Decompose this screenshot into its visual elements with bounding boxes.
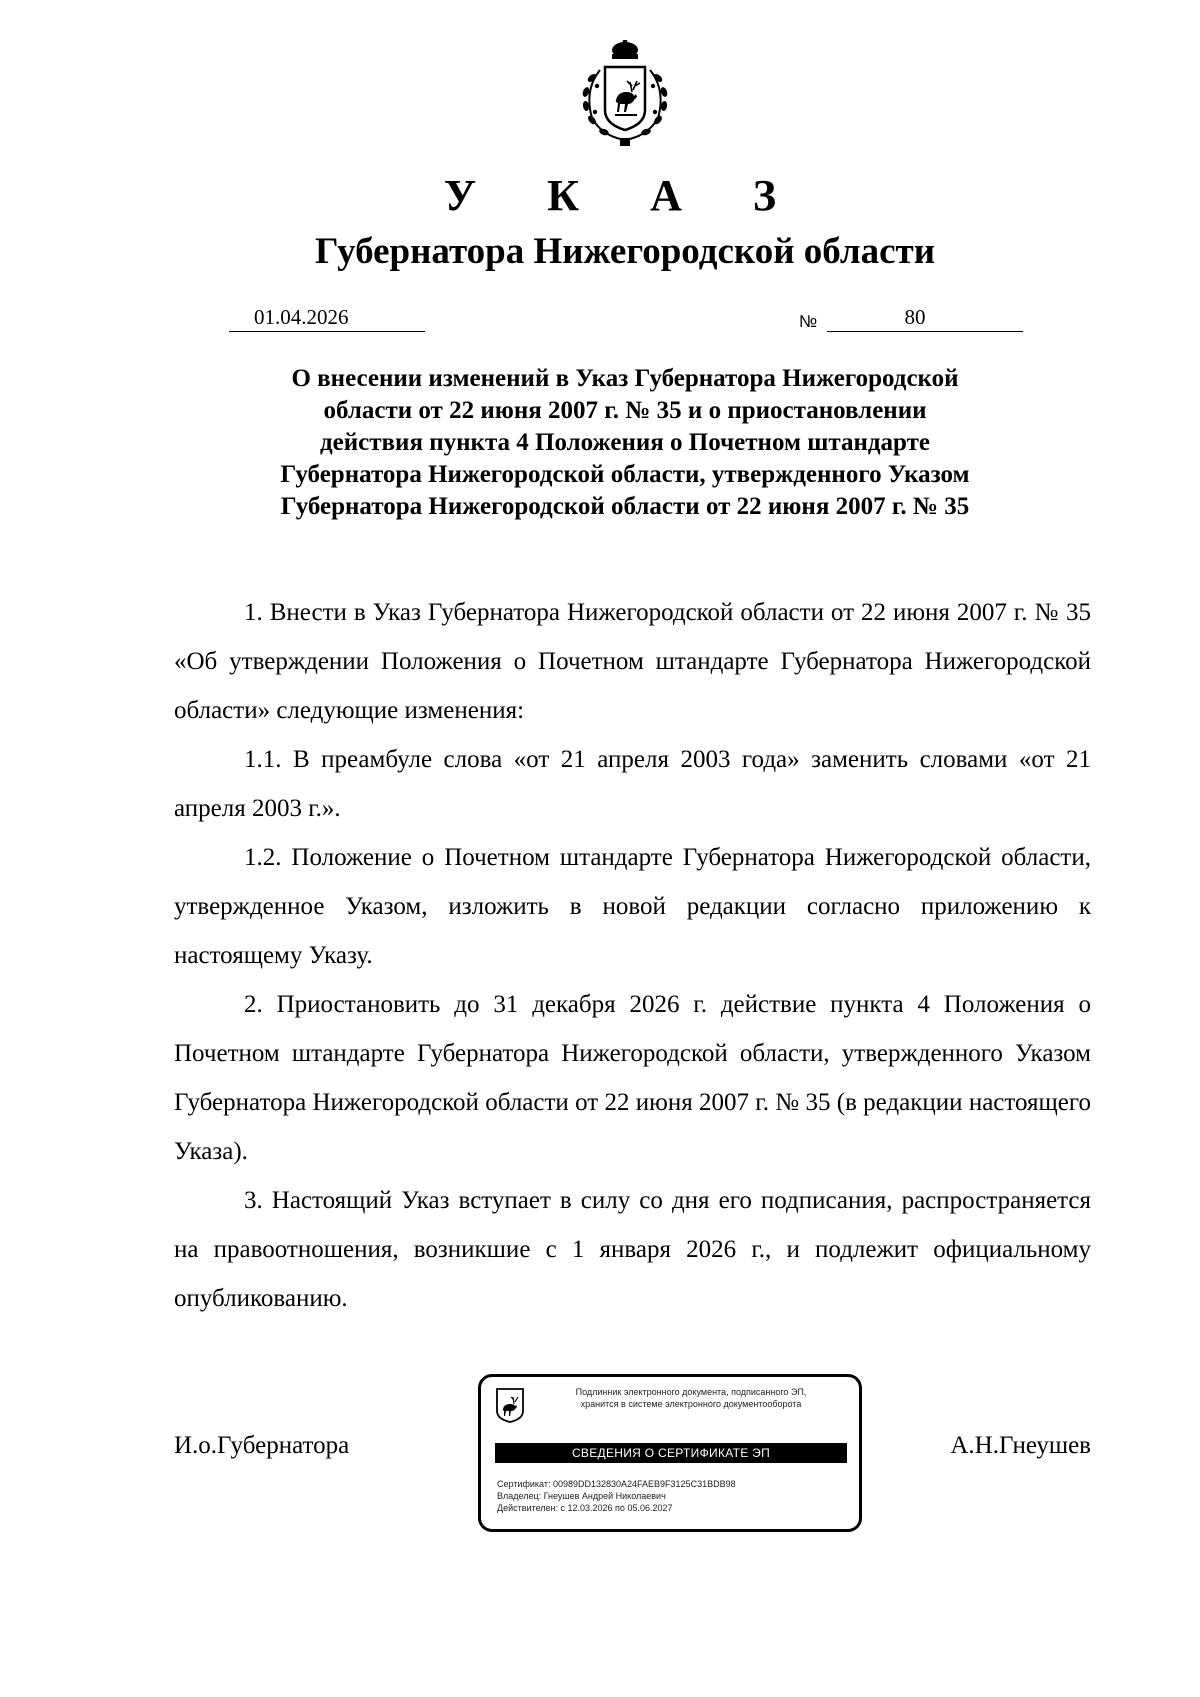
body-paragraph: 3. Настоящий Указ вступает в силу со дня его подписания, распространяется на правоотношения, возникшие с 1 января 2026 г., и подлежит официальному опубликованию.	[174, 1187, 1091, 1312]
subject-line: области от 22 июня 2007 г. № 35 и о приостановлении	[323, 397, 927, 424]
subject-line: действия пункта 4 Положения о Почетном штандарте	[320, 429, 930, 456]
signatory-role: И.о.Губернатора	[174, 1432, 350, 1459]
document-issuer: Губернатора Нижегородской области	[314, 231, 936, 272]
body-paragraph: 1.2. Положение о Почетном штандарте Губернатора Нижегородской области, утвержденное Указом, изложить в новой редакции согласно приложению к настоящему Указу.	[174, 844, 1091, 969]
electronic-signature-stamp	[478, 1374, 862, 1532]
registration-number-label: №	[799, 312, 818, 331]
document-body	[174, 588, 1091, 1323]
stamp-note-line: Подлинник электронного документа, подписанного ЭП,	[575, 1387, 807, 1397]
certificate-serial: Сертификат: 00989DD132830A24FAEB9F3125C31BDB98	[497, 1479, 736, 1489]
registration-date: 01.04.2026	[229, 304, 425, 332]
subject-line: Губернатора Нижегородской области, утвержденного Указом	[280, 461, 970, 488]
body-paragraph: 1. Внести в Указ Губернатора Нижегородской области от 22 июня 2007 г. № 35 «Об утверждении Положения о Почетном штандарте Губернатора Нижегородской области» следующие изменения:	[174, 599, 1091, 724]
registration-number: 80	[827, 304, 1023, 332]
document-subject	[160, 363, 1090, 523]
certificate-validity: Действителен: с 12.03.2026 по 05.06.2027	[497, 1503, 673, 1513]
shield-emblem-icon	[495, 1387, 525, 1423]
stamp-note	[541, 1386, 841, 1410]
certificate-details	[497, 1478, 847, 1514]
stamp-note-line: хранится в системе электронного документооборота	[580, 1399, 802, 1409]
subject-line: О внесении изменений в Указ Губернатора Нижегородской	[291, 365, 959, 392]
body-paragraph: 1.1. В преамбуле слова «от 21 апреля 2003 года» заменить словами «от 21 апреля 2003 г.».	[174, 746, 1091, 822]
document-type-title: У К А З	[443, 171, 807, 220]
signatory-name: А.Н.Гнеушев	[950, 1432, 1091, 1459]
body-paragraph: 2. Приостановить до 31 декабря 2026 г. действие пункта 4 Положения о Почетном штандарте Губернатора Нижегородской области, утвержденного Указом Губернатора Нижегородской области от 22 июня 2007 г. № 35 (в редакции настоящего Указа).	[174, 991, 1091, 1165]
certificate-owner: Владелец: Гнеушев Андрей Николаевич	[497, 1491, 666, 1501]
certificate-info-band: СВЕДЕНИЯ О СЕРТИФИКАТЕ ЭП	[495, 1443, 847, 1463]
coat-of-arms-icon	[570, 40, 680, 148]
subject-line: Губернатора Нижегородской области от 22 июня 2007 г. № 35	[280, 493, 970, 520]
